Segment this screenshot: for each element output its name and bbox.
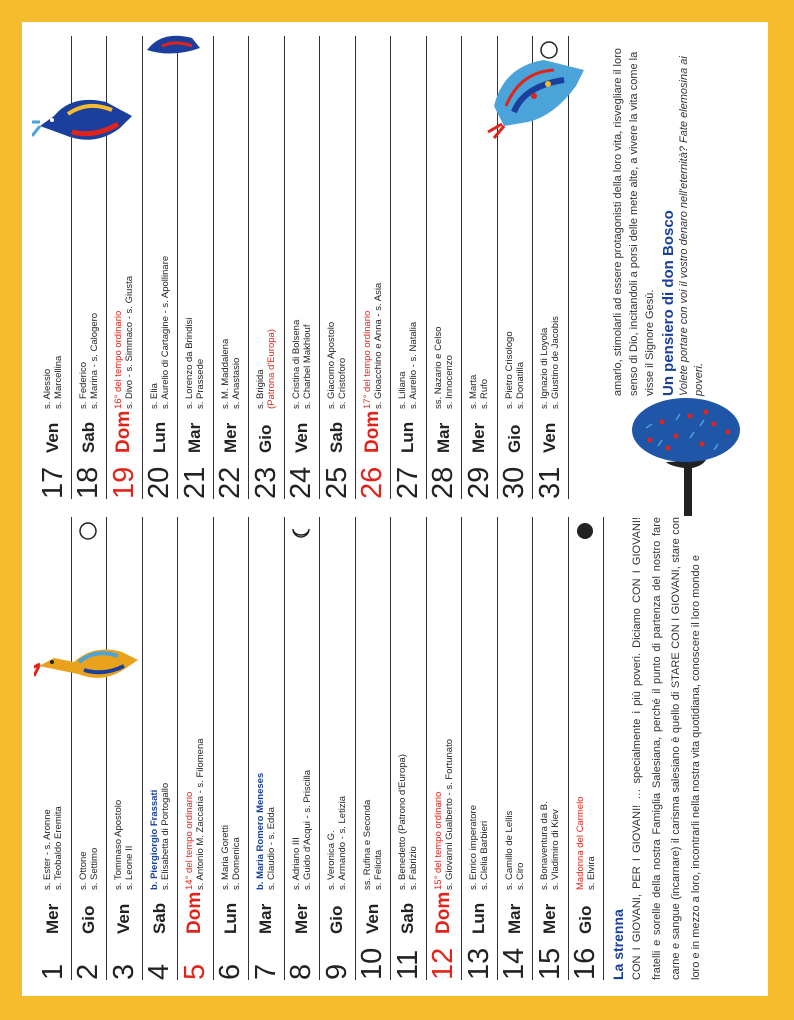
saint-line: s. Pietro Crisologo: [503, 331, 515, 409]
day-number: 12: [427, 947, 460, 980]
saint-line: s. Felicita: [372, 849, 384, 890]
weekday: Sab: [398, 902, 418, 934]
saints-list: [184, 738, 206, 890]
saint-line: Madonna del Carmelo: [574, 796, 586, 890]
saints-list: [397, 322, 419, 409]
weekday: Mar: [256, 903, 276, 934]
weekday: Lun: [398, 421, 418, 453]
weekday: Sab: [149, 902, 169, 934]
saints-list: [255, 329, 277, 409]
weekday: Sab: [327, 421, 347, 453]
weekday: Ven: [43, 422, 63, 453]
day-row: [143, 517, 179, 980]
weekday: Gio: [575, 905, 595, 934]
saint-line: s. Cristina di Bolsena: [290, 319, 302, 409]
weekday: Mar: [185, 422, 205, 453]
saint-line: s. Giovanni Gualberto - s. Fortunato: [443, 738, 455, 890]
saint-line: s. Gioacchino e Anna - s. Asia: [372, 282, 384, 409]
day-number: 5: [178, 963, 211, 980]
weekday: Mer: [291, 903, 311, 934]
day-number: 23: [249, 466, 282, 499]
saints-list: [291, 770, 313, 890]
day-number: 18: [72, 466, 105, 499]
full-moon-icon: [78, 521, 98, 541]
saint-line: s. Tommaso Apostolo: [113, 799, 125, 890]
saint-line: s. Prassede: [195, 358, 207, 409]
weekday: Ven: [114, 903, 134, 934]
day-row: [178, 517, 214, 980]
weekday: Lun: [220, 902, 240, 934]
saint-line: s. Federico: [77, 362, 89, 409]
new-moon-icon: [575, 521, 595, 541]
saints-list: [433, 327, 455, 409]
saint-line: s. Cristoforo: [337, 357, 349, 409]
day-number: 20: [143, 466, 176, 499]
saint-line: s. Domenica: [230, 837, 242, 890]
saints-list: [433, 739, 455, 890]
pensiero-title: Un pensiero di don Bosco: [660, 210, 677, 396]
day-number: 16: [569, 947, 602, 980]
saints-list: [291, 320, 313, 409]
saint-line: s. Maria Goretti: [219, 825, 231, 890]
saint-line: s. Veronica G.: [326, 830, 338, 890]
saint-line: s. Enrico imperatore: [468, 804, 480, 890]
day-number: 3: [107, 963, 140, 980]
day-number: 14: [498, 947, 531, 980]
day-row: [533, 517, 569, 980]
day-row: [143, 36, 179, 499]
saint-line: s. Anastasio: [230, 357, 242, 409]
saints-list: [539, 801, 561, 890]
saints-list: [468, 805, 490, 890]
saint-line: s. Divo - s. Simmaco - s. Giusta: [124, 275, 136, 409]
pensiero-section: [610, 36, 707, 396]
day-number: 30: [498, 466, 531, 499]
pensiero-quote: Volete portare con voi il vostro denaro nell'eternità? Fate elemosina ai poveri.: [678, 56, 705, 396]
saint-line: s. Clelia Barbieri: [479, 820, 491, 890]
day-number: 9: [320, 963, 353, 980]
saints-list: [149, 783, 171, 890]
day-number: 15: [533, 947, 566, 980]
saint-line: s. Marta: [468, 374, 480, 409]
weekday: Mer: [43, 903, 63, 934]
saint-line: s. Claudio - s. Edda: [266, 807, 278, 890]
saint-line: b. Piergiorgio Frassati: [148, 789, 160, 890]
day-row: [356, 36, 392, 499]
day-row: [214, 36, 250, 499]
day-row: [427, 36, 463, 499]
day-number: 13: [462, 947, 495, 980]
saints-list: [397, 754, 419, 890]
saints-list: [575, 797, 597, 890]
saints-list: [149, 256, 171, 409]
day-row: [107, 517, 143, 980]
strenna-continuation: amarlo, stimolarli ad essere protagonisti della loro vita, risvegliare il loro senso di Dio, incitandoli a porsi delle mete alte, a vivere la vita come la visse il Signore Gesù.: [612, 48, 656, 396]
day-row: [391, 517, 427, 980]
saints-list: [468, 375, 490, 409]
saints-list: [362, 283, 384, 409]
weekday: Mer: [220, 422, 240, 453]
saint-line: 14° del tempo ordinario: [184, 791, 196, 890]
day-row: [178, 36, 214, 499]
saints-list: [504, 331, 526, 409]
rotated-calendar: [22, 22, 768, 996]
saint-line: s. Donatilla: [514, 362, 526, 409]
saint-line: s. Settimo: [88, 847, 100, 890]
saint-line: s. Antonio M. Zaccaria - s. Filomena: [195, 738, 207, 890]
saint-line: s. Ester - s. Aronne: [42, 809, 54, 890]
weekday: Gio: [504, 424, 524, 453]
day-row: [72, 517, 108, 980]
weekday: Ven: [362, 903, 382, 934]
day-row: [285, 36, 321, 499]
weekday: Mer: [540, 903, 560, 934]
day-number: 4: [143, 963, 176, 980]
saints-list: [326, 796, 348, 890]
saint-line: s. Aurelio - s. Natalia: [408, 321, 420, 409]
saint-line: (Patrona d'Europa): [266, 329, 278, 409]
saint-line: s. Innocenzo: [443, 355, 455, 409]
weekday: Lun: [469, 902, 489, 934]
saints-list: [42, 356, 64, 409]
saint-line: s. Benedetto (Patrono d'Europa): [397, 754, 409, 890]
saint-line: b. Maria Romero Meneses: [255, 772, 267, 890]
strenna-text: CON I GIOVANI, PER I GIOVANI! … specialmente i più poveri. Diciamo CON I GIOVANI! fratelli e sorelle della nostra Famiglia Salesiana, perché il punto di partenza del nostro fare carne e sangue (incarnare) il carisma salesiano è quello di STARE CON I GIOVANI, stare con loro e in mezzo a loro, incontrarli nella nostra vita quotidiana, conoscere il loro mondo e: [631, 517, 702, 980]
saint-line: s. Vladimiro di Kiev: [550, 809, 562, 890]
saint-line: s. Camillo de Lellis: [503, 810, 515, 890]
saint-line: 16° del tempo ordinario: [113, 310, 125, 409]
weekday: Gio: [256, 424, 276, 453]
saints-list: [220, 825, 242, 890]
saint-line: s. Marcellina: [53, 355, 65, 409]
day-number: 6: [214, 963, 247, 980]
day-number: 2: [72, 963, 105, 980]
saint-line: s. Giacomo Apostolo: [326, 321, 338, 409]
calendar-page: [22, 22, 768, 996]
day-number: 7: [249, 963, 282, 980]
left-column-days-1-16: [36, 517, 604, 980]
saint-line: s. Liliana: [397, 371, 409, 409]
saint-line: s. Leone II: [124, 845, 136, 890]
weekday: Lun: [149, 421, 169, 453]
weekday: Dom: [361, 410, 383, 453]
bird-illustration: [32, 74, 142, 166]
weekday: Ven: [291, 422, 311, 453]
day-row: [320, 517, 356, 980]
saints-list: [504, 811, 526, 890]
day-number: 19: [107, 466, 140, 499]
strenna-title: La strenna: [610, 909, 626, 980]
saint-line: s. Adriano III: [290, 837, 302, 890]
saint-line: s. Brigida: [255, 369, 267, 409]
saints-list: [42, 806, 64, 890]
day-row: [249, 36, 285, 499]
day-row: [249, 517, 285, 980]
saint-line: s. Guido d'Acqui - s. Priscilla: [301, 769, 313, 890]
saint-line: s. Marina - s. Calogero: [88, 312, 100, 409]
day-row: [36, 517, 72, 980]
weekday: Dom: [113, 410, 135, 453]
day-number: 1: [36, 963, 69, 980]
day-row: [320, 36, 356, 499]
weekday: Ven: [540, 422, 560, 453]
weekday: Dom: [432, 891, 454, 934]
day-number: 10: [356, 947, 389, 980]
day-number: 29: [462, 466, 495, 499]
day-row: [427, 517, 463, 980]
saints-list: [78, 313, 100, 409]
day-row: [498, 517, 534, 980]
last-quarter-icon: [291, 521, 311, 541]
saint-line: 15° del tempo ordinario: [432, 791, 444, 890]
tree-illustration: [610, 398, 760, 516]
day-row: [214, 517, 250, 980]
saint-line: s. Ottone: [77, 851, 89, 890]
bird-illustration: [142, 20, 202, 60]
saint-line: s. Elvira: [585, 856, 597, 890]
saint-line: s. Giustino de Jacobis: [550, 316, 562, 409]
weekday: Gio: [327, 905, 347, 934]
saint-line: s. Aurelio di Cartagine - s. Apollinare: [159, 255, 171, 409]
saint-line: s. Charbel Makhlouf: [301, 324, 313, 409]
bird-illustration: [34, 630, 144, 696]
day-number: 25: [320, 466, 353, 499]
saints-list: [78, 848, 100, 890]
bird-illustration: [484, 36, 604, 146]
day-number: 27: [391, 466, 424, 499]
day-number: 24: [285, 466, 318, 499]
saints-list: [539, 316, 561, 409]
saint-line: ss. Nazario e Celso: [432, 326, 444, 409]
saint-line: ss. Rufina e Seconda: [361, 799, 373, 890]
day-row: [356, 517, 392, 980]
day-number: 31: [533, 466, 566, 499]
day-row: [391, 36, 427, 499]
saint-line: s. Fabrizio: [408, 846, 420, 890]
saints-list: [326, 322, 348, 409]
day-number: 22: [214, 466, 247, 499]
saint-line: 17° del tempo ordinario: [361, 310, 373, 409]
saints-list: [184, 318, 206, 409]
weekday: Dom: [184, 891, 206, 934]
saints-list: [113, 276, 135, 409]
day-row: [285, 517, 321, 980]
weekday: Mar: [504, 903, 524, 934]
day-number: 21: [178, 466, 211, 499]
weekday: Gio: [78, 905, 98, 934]
day-row: [569, 517, 605, 980]
strenna-section: [610, 517, 706, 980]
saint-line: s. Rufo: [479, 378, 491, 409]
saint-line: s. Lorenzo da Brindisi: [184, 317, 196, 409]
saints-list: [255, 773, 277, 890]
saint-line: s. M. Maddalena: [219, 338, 231, 409]
saint-line: s. Alessio: [42, 368, 54, 409]
weekday: Mar: [433, 422, 453, 453]
saint-line: s. Ciro: [514, 862, 526, 890]
saint-line: s. Ignazio di Loyola: [539, 327, 551, 409]
saints-list: [362, 800, 384, 890]
saint-line: s. Teobaldo Eremita: [53, 806, 65, 890]
day-number: 26: [356, 466, 389, 499]
saint-line: s. Elisabetta di Portogallo: [159, 782, 171, 890]
saints-list: [220, 339, 242, 409]
saint-line: s. Bonaventura da B.: [539, 801, 551, 890]
day-number: 17: [36, 466, 69, 499]
day-number: 11: [391, 949, 424, 980]
day-number: 28: [427, 466, 460, 499]
weekday: Mer: [469, 422, 489, 453]
saints-list: [113, 800, 135, 890]
day-row: [462, 517, 498, 980]
day-number: 8: [285, 963, 318, 980]
weekday: Sab: [78, 421, 98, 453]
saint-line: s. Armando - s. Letizia: [337, 796, 349, 890]
saint-line: s. Elia: [148, 383, 160, 409]
